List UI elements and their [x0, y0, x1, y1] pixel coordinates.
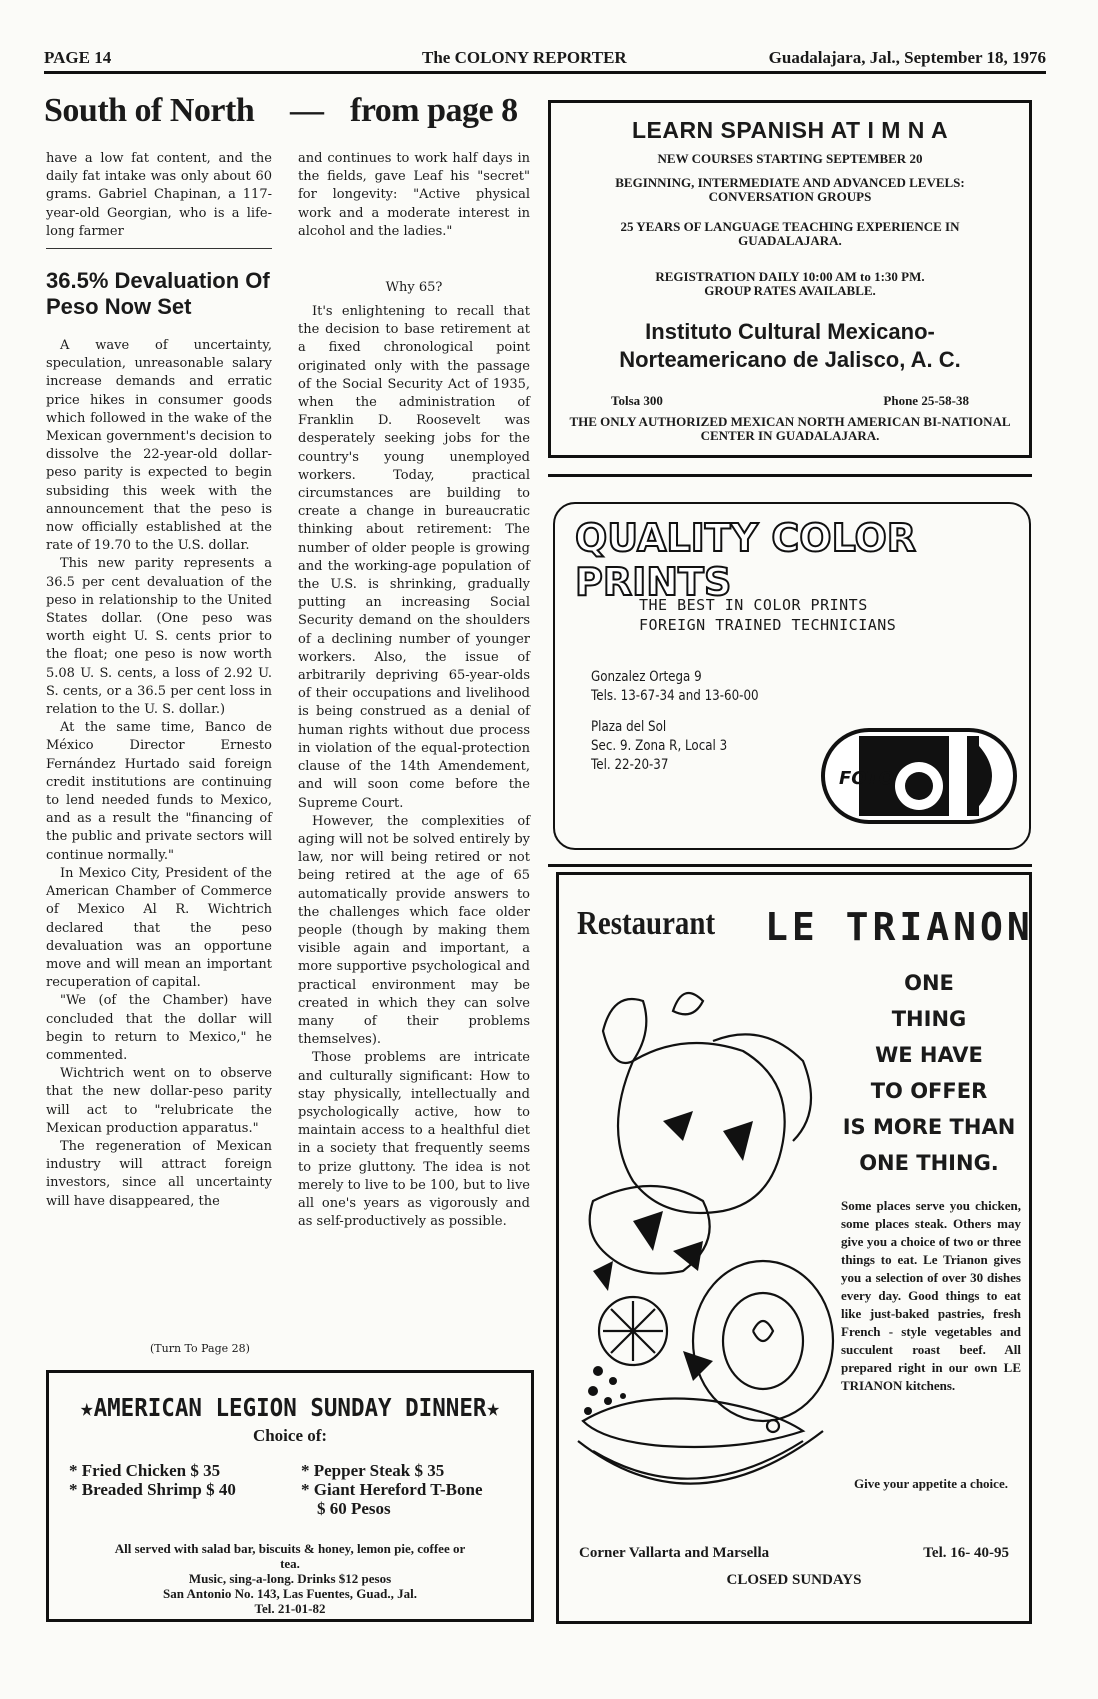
prints-logo: QUALITY COLOR PRINTS	[575, 516, 917, 604]
turn-to-page: (Turn To Page 28)	[150, 1342, 250, 1355]
article-continued-col2	[298, 150, 530, 1231]
slogan-line: THING	[891, 1007, 967, 1031]
article-paragraph: Wichtrich went on to observe that the new dollar-peso parity will act to "relubricate the Mexican production apparatus."	[46, 1066, 272, 1136]
slogan-line: ONE THING.	[859, 1151, 999, 1175]
article-paragraph: "We (of the Chamber) have concluded that the dollar will begin to return to Mexico," he commented.	[46, 993, 272, 1063]
prints-tagline: FOREIGN TRAINED TECHNICIANS	[639, 616, 897, 634]
article-paragraph: and continues to work half days in the fields, gave Leaf his "secret" for longevity: "Active physical work and a moderate interest in alcohol and the ladies."	[298, 151, 530, 239]
article-continued-col1	[46, 150, 272, 241]
menu-item: $ 60 Pesos	[317, 1499, 391, 1518]
legion-choice: Choice of:	[252, 1426, 328, 1445]
prints-address-2	[591, 718, 727, 775]
trianon-closed: CLOSED SUNDAYS	[726, 1572, 862, 1588]
headline-from: from page 8	[350, 92, 518, 129]
spanish-ad-line: REGISTRATION DAILY 10:00 AM to 1:30 PM. GROUP RATES AVAILABLE.	[655, 269, 925, 298]
spanish-ad-address: Tolsa 300	[611, 393, 663, 408]
slogan-line: ONE	[904, 971, 954, 995]
article-paragraph: In Mexico City, President of the American Chamber of Commerce of Mexico Al R. Wichtrich declared that the peso devaluation was an opportune move and will mean an important recuperation of capital.	[46, 865, 272, 991]
trianon-give-appetite: Give your appetite a choice.	[854, 1476, 1008, 1491]
headline-dash: —	[290, 92, 324, 129]
trianon-title-name: LE TRIANON	[765, 905, 1034, 949]
article-paragraph: Those problems are intricate and culturally significant: How to stay physically, intellectually and psychologically active, how to maintain access to a healthful diet in a society that frequently seems to prize gluttony. The idea is not merely to live to be 100, but to live all one's years as vigorously and as self-productively as possible.	[298, 1050, 530, 1230]
ad-quality-color-prints	[553, 502, 1031, 850]
article-paragraph: The regeneration of Mexican industry will attract foreign investors, since all uncertainty will have disappeared, the	[46, 1138, 272, 1209]
foto-brand-text: FOTO	[839, 768, 895, 789]
trianon-title-restaurant: Restaurant	[577, 905, 716, 942]
article-paragraph: A wave of uncertainty, speculation, unreasonable salary increase demands and erratic price hikes in consumer goods which followed in the wake of the Mexican government's decision to dissolve the 22-year-old dollar-peso parity is expected to begin subsiding this week with the announcement that the peso is now officially established at the rate of 19.70 to the U.S. dollar.	[46, 338, 272, 554]
slogan-line: TO OFFER	[870, 1079, 988, 1103]
menu-item: * Giant Hereford T-Bone	[301, 1480, 483, 1499]
spanish-ad-line: BEGINNING, INTERMEDIATE AND ADVANCED LEVELS: CONVERSATION GROUPS	[615, 175, 965, 204]
legion-detail-line: Music, sing-a-long. Drinks $12 pesos	[188, 1571, 392, 1586]
prints-tagline: THE BEST IN COLOR PRINTS	[639, 596, 868, 614]
prints-address-1	[591, 668, 759, 706]
spanish-ad-footer: THE ONLY AUTHORIZED MEXICAN NORTH AMERICAN BI-NATIONAL CENTER IN GUADALAJARA.	[569, 414, 1011, 443]
legion-details	[59, 1541, 521, 1616]
spanish-ad-line: 25 YEARS OF LANGUAGE TEACHING EXPERIENCE IN GUADALAJARA.	[620, 219, 960, 248]
menu-item: * Breaded Shrimp $ 40	[69, 1480, 236, 1499]
address-line: Sec. 9. Zona R, Local 3	[591, 738, 728, 754]
article-paragraph: However, the complexities of aging will not be solved entirely by law, nor will being retired or not being retired at the age of 65 automatically provide answers to the challenges which face older people (though by making them visible again and important, a more supportive psychological and practical environment may be created in which they can solve many of their problems themselves).	[298, 813, 530, 1048]
masthead-rule	[44, 71, 1046, 74]
masthead	[44, 44, 1046, 72]
trianon-title	[577, 905, 1034, 949]
trianon-address: Corner Vallarta and Marsella	[579, 1545, 770, 1561]
devaluation-headline: 36.5% Devaluation Of Peso Now Set	[46, 268, 270, 319]
page-number: PAGE 14	[44, 48, 112, 67]
ad-restaurant-le-trianon	[556, 872, 1032, 1624]
legion-detail-line: All served with salad bar, biscuits & honey, lemon pie, coffee or tea.	[114, 1541, 466, 1571]
spanish-ad-line: NEW COURSES STARTING SEPTEMBER 20	[657, 151, 923, 166]
ad-separator	[548, 474, 1032, 477]
article-paragraph: It's enlightening to recall that the decision to base retirement at a fixed chronological point originated only with the passage of the Social Security Act of 1935, when the administration of Franklin D. Roosevelt was desperately seeking jobs for the country's young unemployed workers. Today, practical circumstances are building to create a change in bureaucratic thinking about retirement: The number of older people is growing and the working-age population of the U.S. is shrinking, gradually putting an increasing Social Security demand on the shoulders of a declining number of younger workers. Also, the issue of arbitrarily depriving 65-year-olds of their occupations and livelihood is being construed as a denial of human rights without due process in violation of the equal-protection clause of the 14th Amendement, and will soon come before the Supreme Court.	[298, 304, 530, 811]
slogan-line: WE HAVE	[875, 1043, 983, 1067]
address-line: Gonzalez Ortega 9	[591, 669, 702, 685]
institute-name: Instituto Cultural Mexicano-Norteamericano de Jalisco, A. C.	[619, 319, 961, 372]
article-paragraph: At the same time, Banco de México Director Ernesto Fernández Hurtado said foreign credit institutions are continuing to lend needed funds to Mexico, and as a result the "financing of the public and private sectors will continue normally."	[46, 720, 272, 863]
food-illustration-icon	[573, 971, 843, 1531]
address-line: Tel. 22-20-37	[591, 757, 669, 773]
address-line: Plaza del Sol	[591, 719, 667, 735]
page-headline	[44, 92, 544, 130]
legion-title: ★AMERICAN LEGION SUNDAY DINNER★	[80, 1393, 500, 1422]
spanish-ad-title: LEARN SPANISH AT I M N A	[631, 117, 949, 143]
address-line: Tels. 13-67-34 and 13-60-00	[591, 688, 759, 704]
spanish-ad-phone: Phone 25-58-38	[883, 393, 969, 408]
newspaper-name: The COLONY REPORTER	[422, 48, 627, 67]
menu-item: * Fried Chicken $ 35	[69, 1461, 221, 1480]
divider	[46, 248, 272, 249]
ad-learn-spanish	[548, 100, 1032, 458]
trianon-phone: Tel. 16- 40-95	[923, 1545, 1009, 1561]
ad-separator	[548, 864, 1032, 867]
devaluation-article	[46, 337, 272, 1211]
trianon-description: Some places serve you chicken, some places steak. Others may give you a choice of two or three things to eat. Le Trianon gives you a selection of over 30 dishes every day. Good things to eat like just-baked pastries, fresh French - style vegetables and succulent roast beef. All prepared right in our own LE TRIANON kitchens.	[841, 1198, 1021, 1393]
slogan-line: IS MORE THAN	[842, 1115, 1016, 1139]
dateline: Guadalajara, Jal., September 18, 1976	[768, 48, 1046, 67]
legion-detail-line: Tel. 21-01-82	[254, 1601, 326, 1616]
trianon-slogan	[829, 965, 1029, 1181]
foto-logo-icon	[819, 726, 1019, 826]
headline-title: South of North	[44, 92, 255, 129]
why-65-subhead: Why 65?	[385, 280, 443, 295]
menu-item: * Pepper Steak $ 35	[301, 1461, 445, 1480]
article-paragraph: have a low fat content, and the daily fat intake was only about 60 grams. Gabriel Chapinan, a 117-year-old Georgian, who is a life-long farmer	[46, 151, 272, 239]
ad-american-legion	[46, 1370, 534, 1622]
legion-detail-line: San Antonio No. 143, Las Fuentes, Guad., Jal.	[163, 1586, 417, 1601]
article-paragraph: This new parity represents a 36.5 per cent devaluation of the peso in relationship to the United States dollar. (One peso was worth eight U. S. cents prior to the float; one peso is now worth 5.08 U. S. cents, a loss of 2.92 U. S. cents, or a 36.5 per cent loss in relation to the U. S. dollar.)	[46, 556, 272, 718]
